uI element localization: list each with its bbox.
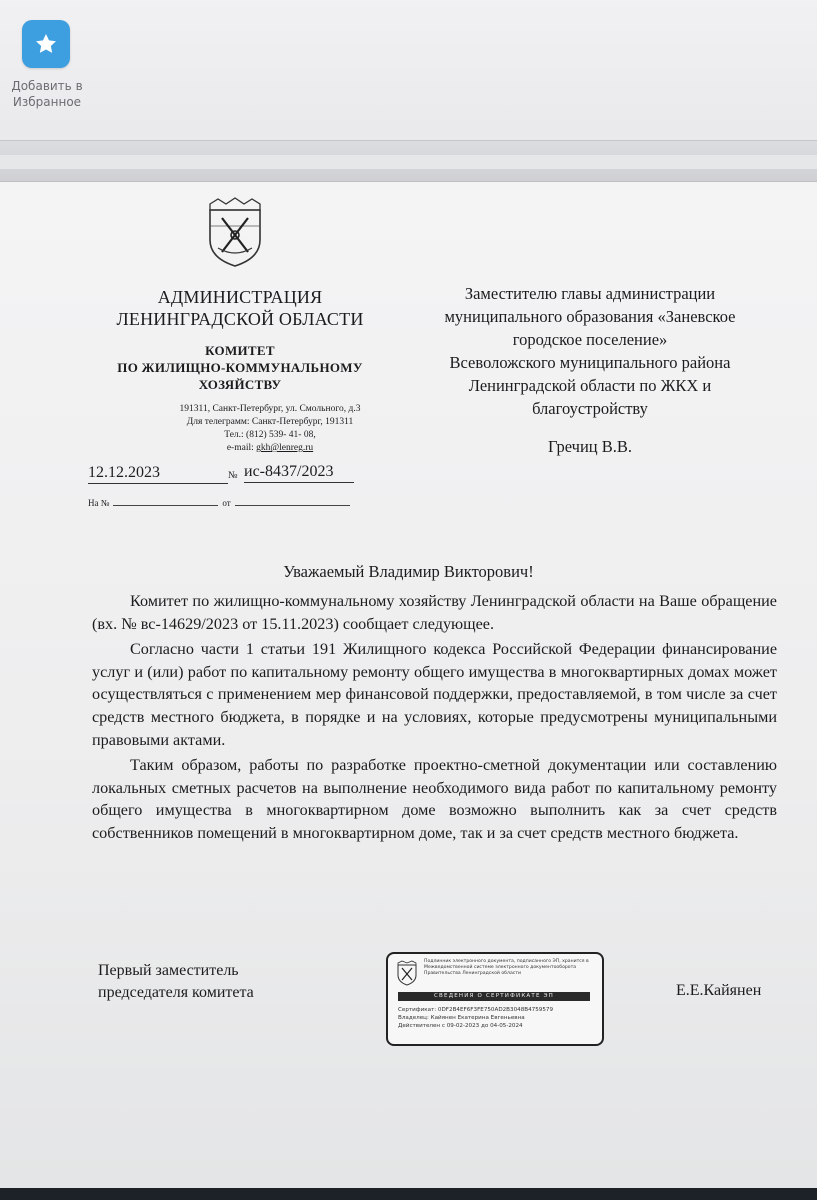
- stamp-coat-of-arms-icon: [396, 960, 418, 986]
- viewer-bottom-bar: [0, 1188, 817, 1200]
- reference-from-label: от: [222, 498, 231, 508]
- recipient-line3: городское поселение»: [512, 330, 668, 349]
- stamp-header: СВЕДЕНИЯ О СЕРТИФИКАТЕ ЭП: [398, 992, 590, 1001]
- add-to-favorites-label[interactable]: Добавить в Избранное: [11, 79, 83, 109]
- viewer-top-bar: [0, 0, 817, 150]
- signer-name: Е.Е.Кайянен: [676, 982, 762, 999]
- organization-block: [95, 286, 385, 455]
- address-phone: Тел.: (812) 539- 41- 08,: [224, 430, 316, 440]
- address-line1: 191311, Санкт-Петербург, ул. Смольного, д.3: [179, 404, 361, 414]
- stamp-note: Подлинник электронного документа, подписанного ЭП, хранится в Межведомственной системе электронного документооборота Правительства Ленинградской области: [424, 959, 589, 976]
- recipient-block: [410, 282, 770, 458]
- admin-title-line1: АДМИНИСТРАЦИЯ: [157, 287, 323, 307]
- committee-line3: ХОЗЯЙСТВУ: [198, 377, 282, 392]
- signer-title-line2: председателя комитета: [98, 984, 254, 1001]
- stamp-owner: Владелец: Кайянен Екатерина Евгеньевна: [398, 1015, 525, 1021]
- address-line2: Для телеграмм: Санкт-Петербург, 191311: [186, 417, 354, 427]
- viewer-toolbar: [0, 140, 817, 182]
- reference-line: [88, 498, 350, 508]
- signer-title-line1: Первый заместитель: [98, 962, 239, 979]
- letter-body: [92, 590, 777, 848]
- committee-line1: КОМИТЕТ: [205, 343, 275, 358]
- recipient-line2: муниципального образования «Заневское: [444, 307, 736, 326]
- reference-label: На №: [88, 498, 110, 508]
- recipient-line1: Заместителю главы администрации: [464, 284, 716, 303]
- registration-number-label: №: [228, 470, 238, 481]
- recipient-line5: Ленинградской области по ЖКХ и: [468, 376, 712, 395]
- recipient-line4: Всеволожского муниципального района: [449, 353, 731, 372]
- recipient-line6: благоустройству: [532, 399, 648, 418]
- signer-title: [98, 960, 254, 1004]
- add-to-favorites-button[interactable]: [22, 20, 70, 68]
- stamp-certificate: Сертификат: 0DF2B4EF6F3FE750AD2B3048B4759579: [398, 1007, 554, 1013]
- letter-paragraph-1: Комитет по жилищно-коммунальному хозяйству Ленинградской области на Ваше обращение (вх. № вс-14629/2023 от 15.11.2023) сообщает следующее.: [92, 592, 777, 633]
- email-link[interactable]: gkh@lenreg.ru: [256, 443, 314, 453]
- committee-line2: ПО ЖИЛИЩНО-КОММУНАЛЬНОМУ: [117, 360, 363, 375]
- document-page: [0, 182, 817, 1188]
- electronic-signature-stamp: [386, 952, 604, 1046]
- email-label: e-mail:: [226, 443, 257, 453]
- address-email-row: [155, 442, 385, 455]
- address-block: [95, 403, 385, 455]
- admin-title-line2: ЛЕНИНГРАДСКОЙ ОБЛАСТИ: [116, 309, 364, 329]
- letter-paragraph-2: Согласно части 1 статьи 191 Жилищного кодекса Российской Федерации финансирование услуг и (или) работ по капитальному ремонту общего имущества в многоквартирных домах может осуществляться с применением мер финансовой поддержки, предоставляемой, в том числе за счет средств местного бюджета, в порядке и на условиях, которые предусмотрены муниципальными правовыми актами.: [92, 640, 777, 749]
- registration-number: ис-8437/2023: [244, 463, 354, 483]
- coat-of-arms-icon: [204, 196, 266, 268]
- recipient-name: Гречиц В.В.: [547, 437, 632, 456]
- letter-paragraph-3: Таким образом, работы по разработке проектно-сметной документации или составлению локальных сметных расчетов на выполнение необходимого вида работ по капитальному ремонту общего имущества в многоквартирном доме возможно выполнить как за счет средств собственников помещений в многоквартирном доме, так и за счет средств местного бюджета.: [92, 756, 777, 842]
- star-icon: [33, 31, 59, 57]
- registration-date: 12.12.2023: [88, 464, 228, 484]
- stamp-valid: Действителен с 09-02-2023 до 04-05-2024: [398, 1023, 523, 1029]
- salutation: Уважаемый Владимир Викторович!: [283, 562, 534, 581]
